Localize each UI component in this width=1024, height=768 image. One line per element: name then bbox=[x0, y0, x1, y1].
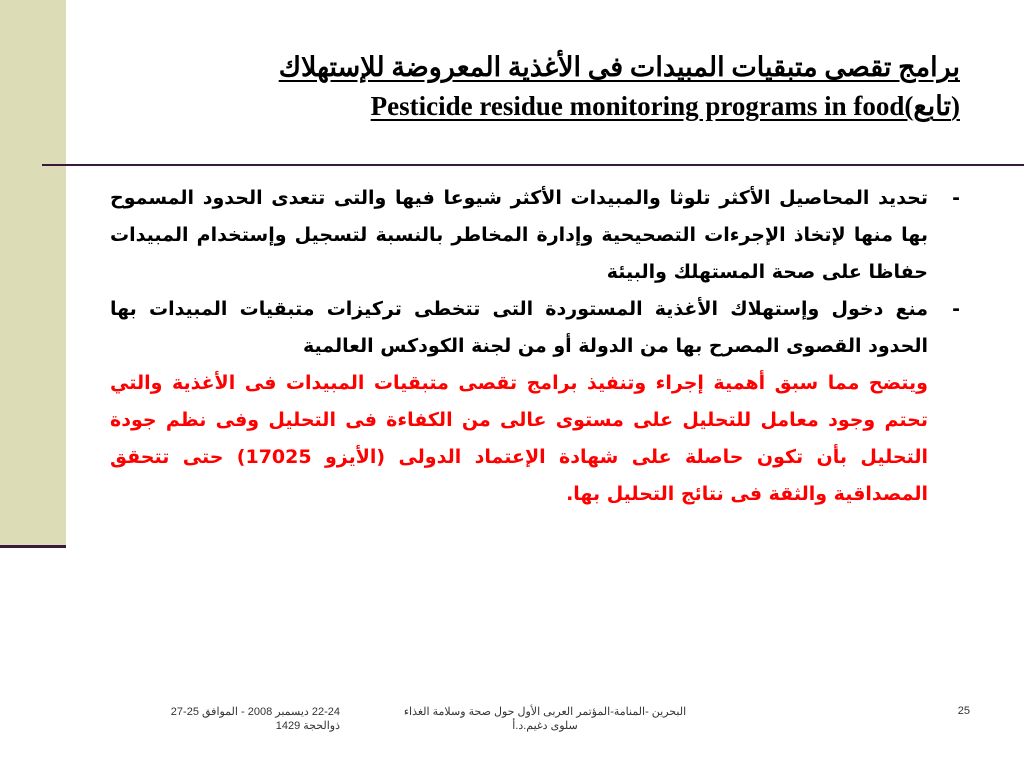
footer-date-line2: ذوالحجة 1429 bbox=[275, 720, 340, 732]
title-arabic: برامج تقصى متبقيات المبيدات فى الأغذية المعروضة للإستهلاك bbox=[278, 52, 960, 82]
slide-body bbox=[110, 180, 962, 513]
side-decoration-bar bbox=[0, 0, 66, 545]
bullet-marker: - bbox=[952, 298, 960, 320]
bullet-item bbox=[110, 291, 962, 365]
bullet-item bbox=[110, 180, 962, 291]
footer-conference-line2: سلوى دغيم.د.أ bbox=[512, 720, 578, 732]
bullet-text: تحديد المحاصيل الأكثر تلوثا والمبيدات الأكثر شيوعا فيها والتى تتعدى الحدود المسموح بها منها لإتخاذ الإجرءات التصحيحية وإدارة المخاطر بالنسبة لتسجيل وإستخدام المبيدات حفاظا على صحة المستهلك والبيئة bbox=[110, 187, 928, 283]
conclusion-paragraph: ويتضح مما سبق أهمية إجراء وتنفيذ برامج تقصى متبقيات المبيدات فى الأغذية والتي تحتم وجود معامل للتحليل على مستوى عالى من الكفاءة فى التحليل وفى نظم جودة التحليل بأن تكون حاصلة على شهادة الإعتماد الدولى (الأيزو 17025) حتى تتحقق المصداقية والثقة فى نتائج التحليل بها. bbox=[110, 372, 928, 505]
bullet-text: منع دخول وإستهلاك الأغذية المستوردة التى تتخطى تركيزات متبقيات المبيدات بها الحدود القصوى المصرح بها من الدولة أو من لجنة الكودكس العالمية bbox=[110, 298, 928, 357]
side-decoration-line bbox=[0, 545, 66, 548]
footer-conference bbox=[380, 705, 710, 733]
bullet-marker: - bbox=[952, 187, 960, 209]
title-divider bbox=[42, 164, 1024, 166]
footer-date-line1: 22-24 ديسمبر 2008 - الموافق 25-27 bbox=[170, 706, 340, 718]
page-number: 25 bbox=[957, 705, 970, 717]
slide-title bbox=[80, 48, 960, 126]
title-english: Pesticide residue monitoring programs in food(تابع) bbox=[370, 91, 960, 121]
footer-date bbox=[110, 705, 340, 733]
footer-conference-line1: البحرين -المنامة-المؤتمر العربى الأول حول صحة وسلامة الغذاء bbox=[403, 706, 687, 718]
